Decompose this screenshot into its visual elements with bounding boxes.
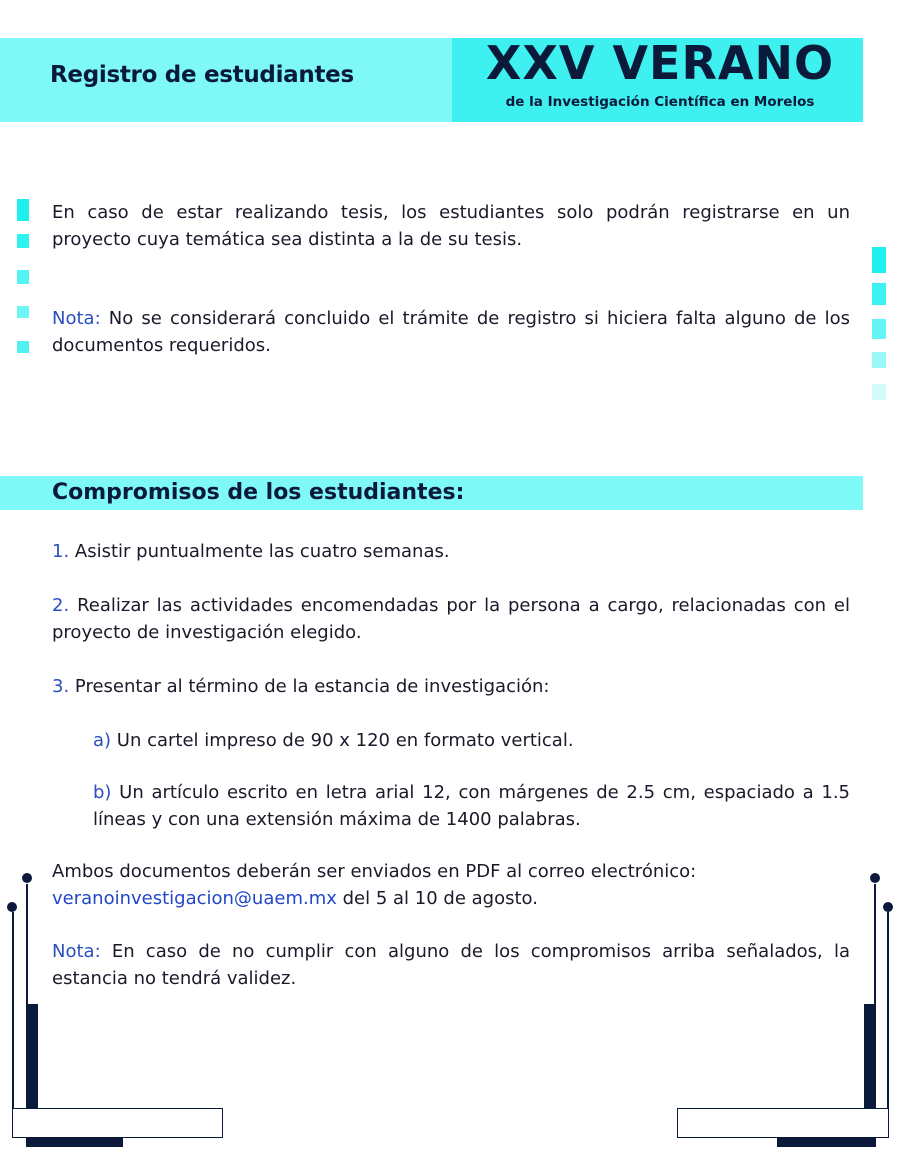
brand-title: XXV VERANO	[485, 36, 835, 90]
decor-line	[26, 884, 28, 1004]
item-text: Presentar al término de la estancia de investigación:	[69, 676, 550, 697]
final-note-label: Nota:	[52, 941, 101, 962]
send-text: Ambos documentos deberán ser enviados en PDF al correo electrónico:	[52, 861, 697, 882]
decor-bar	[26, 1004, 38, 1110]
decor-dot	[870, 873, 880, 883]
decor-line	[887, 912, 889, 1110]
decor-square	[872, 352, 886, 368]
item-number: 1.	[52, 541, 70, 562]
decor-frame	[677, 1108, 889, 1138]
decor-square	[872, 319, 886, 339]
page-title: Registro de estudiantes	[50, 62, 354, 88]
subitem-text: Un cartel impreso de 90 x 120 en formato vertical.	[111, 730, 574, 751]
send-paragraph	[52, 858, 850, 912]
brand-subtitle: de la Investigación Científica en Morelos	[505, 94, 815, 110]
commitment-item	[52, 673, 850, 700]
final-note-text: En caso de no cumplir con alguno de los compromisos arriba señalados, la estancia no tendrá validez.	[52, 941, 850, 989]
item-number: 2.	[52, 595, 70, 616]
decor-bar	[777, 1137, 876, 1147]
email-link[interactable]: veranoinvestigacion@uaem.mx	[52, 888, 337, 909]
send-dates: del 5 al 10 de agosto.	[336, 888, 538, 909]
decor-square	[17, 199, 29, 221]
note-text: No se considerará concluido el trámite de registro si hiciera falta alguno de los documentos requeridos.	[52, 308, 850, 356]
decor-dot	[7, 902, 17, 912]
commitment-item	[52, 592, 850, 646]
decor-square	[872, 283, 886, 305]
decor-frame	[12, 1108, 223, 1138]
decor-square	[872, 384, 886, 400]
subitem-letter: a)	[93, 730, 112, 751]
item-number: 3.	[52, 676, 70, 697]
decor-bar	[864, 1004, 876, 1110]
final-note	[52, 938, 850, 992]
decor-square	[17, 341, 29, 353]
decor-square	[17, 270, 29, 284]
commitment-subitem	[93, 779, 850, 833]
decor-bar	[26, 1137, 123, 1147]
commitment-item	[52, 538, 850, 565]
commitment-subitem	[93, 727, 850, 754]
item-text: Asistir puntualmente las cuatro semanas.	[69, 541, 450, 562]
subitem-letter: b)	[93, 782, 112, 803]
decor-square	[17, 234, 29, 248]
decor-line	[12, 912, 14, 1110]
decor-dot	[22, 873, 32, 883]
item-text: Realizar las actividades encomendadas por la persona a cargo, relacionadas con el proyecto de investigación elegido.	[52, 595, 850, 643]
subitem-text: Un artículo escrito en letra arial 12, con márgenes de 2.5 cm, espaciado a 1.5 líneas y con una extensión máxima de 1400 palabras.	[93, 782, 850, 830]
decor-square	[872, 247, 886, 273]
section-title: Compromisos de los estudiantes:	[52, 480, 465, 505]
decor-dot	[883, 902, 893, 912]
note-label: Nota:	[52, 308, 101, 329]
registration-note	[52, 305, 850, 359]
decor-line	[874, 884, 876, 1004]
decor-square	[17, 306, 29, 318]
thesis-paragraph: En caso de estar realizando tesis, los estudiantes solo podrán registrarse en un proyecto cuya temática sea distinta a la de su tesis.	[52, 202, 850, 250]
